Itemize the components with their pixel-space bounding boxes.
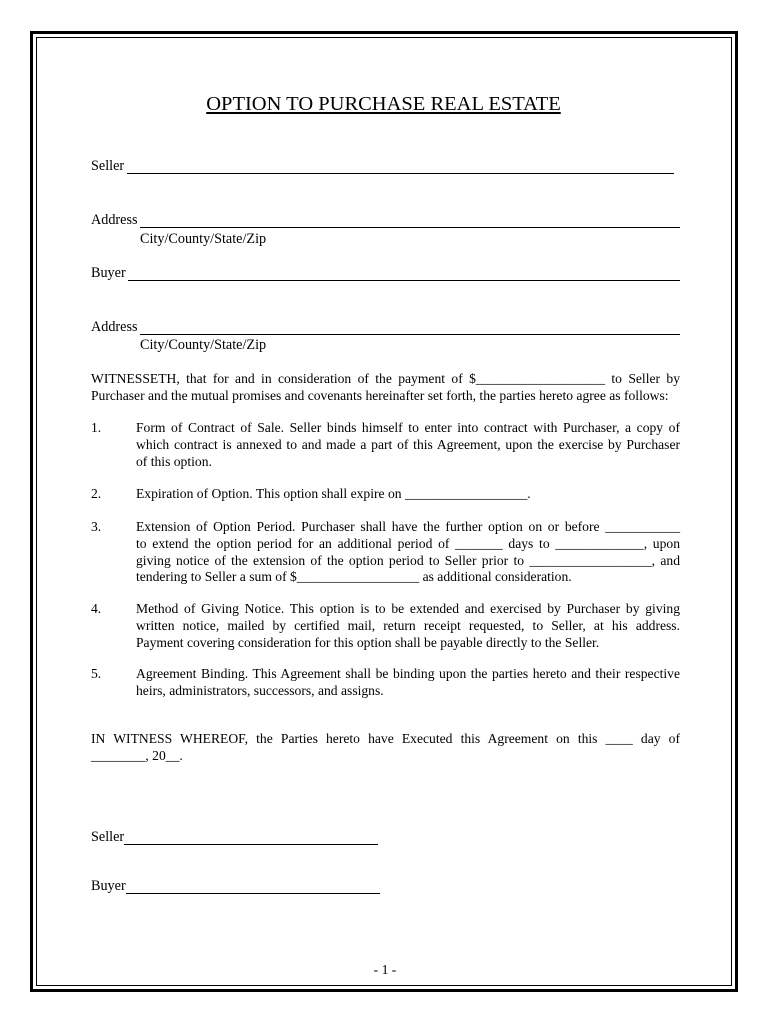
witnesseth-line-2: Purchaser and the mutual promises and covenants hereinafter set forth, the parties hereto agree as follows: xyxy=(91,387,669,403)
item-4-line-3: Payment covering consideration for this option shall be payable directly to the Seller. xyxy=(136,634,600,650)
item-3-number: 3. xyxy=(91,519,102,534)
item-3-line-4: tendering to Seller a sum of $__________________ as additional consideration. xyxy=(136,569,572,585)
buyer-label: Buyer xyxy=(91,265,126,281)
address-label: Address xyxy=(91,212,138,228)
item-5-text xyxy=(136,666,680,700)
seller-label: Seller xyxy=(91,158,125,174)
item-4-line-2: written notice, mailed by certified mail, return receipt requested, to Seller, at his address. xyxy=(136,617,680,633)
witnesseth-paragraph xyxy=(91,371,680,405)
item-1-text xyxy=(136,420,680,470)
in-witness-line-1: IN WITNESS WHEREOF, the Parties hereto have Executed this Agreement on this ____ day of xyxy=(91,731,680,746)
item-4-number: 4. xyxy=(91,601,102,616)
item-2-line-1: Expiration of Option. This option shall expire on __________________. xyxy=(136,486,531,501)
item-3-line-2: to extend the option period for an additional period of _______ days to _____________, upon xyxy=(136,535,680,551)
page-number: - 1 - xyxy=(373,962,397,977)
in-witness-line-2: ________, 20__. xyxy=(91,747,183,763)
seller-city-label: City/County/State/Zip xyxy=(140,231,267,247)
buyer-name-field[interactable] xyxy=(128,280,680,281)
buyer-address-field[interactable] xyxy=(140,334,680,335)
address2-label: Address xyxy=(91,319,138,335)
in-witness-paragraph xyxy=(91,731,680,765)
item-2-text xyxy=(136,486,680,503)
item-1-number: 1. xyxy=(91,420,102,435)
seller-name-field[interactable] xyxy=(127,173,674,174)
page-border xyxy=(30,31,738,992)
item-4-text xyxy=(136,601,680,651)
buyer-signature-label: Buyer xyxy=(91,878,126,894)
item-1-line-3: of this option. xyxy=(136,453,212,469)
seller-address-field[interactable] xyxy=(140,227,680,228)
item-5-number: 5. xyxy=(91,666,102,681)
seller-signature-label: Seller xyxy=(91,829,125,845)
seller-signature-line[interactable] xyxy=(124,844,378,845)
item-1-line-1: Form of Contract of Sale. Seller binds himself to enter into contract with Purchaser, a copy of xyxy=(136,420,680,435)
item-3-text xyxy=(136,519,680,586)
item-2-number: 2. xyxy=(91,486,102,501)
buyer-signature-line[interactable] xyxy=(126,893,380,894)
item-4-line-1: Method of Giving Notice. This option is to be extended and exercised by Purchaser by giving xyxy=(136,601,680,616)
document-title: OPTION TO PURCHASE REAL ESTATE xyxy=(206,93,561,115)
witnesseth-line-1: WITNESSETH, that for and in consideration of the payment of $___________________ to Seller by xyxy=(91,371,680,386)
item-5-line-2: heirs, administrators, successors, and assigns. xyxy=(136,682,384,698)
item-1-line-2: which contract is annexed to and made a part of this Agreement, upon the exercise by Purchaser xyxy=(136,436,680,452)
item-3-line-3: giving notice of the extension of the option period to Seller prior to __________________, and xyxy=(136,552,680,568)
buyer-city-label: City/County/State/Zip xyxy=(140,337,267,353)
item-3-line-1: Extension of Option Period. Purchaser shall have the further option on or before ___________ xyxy=(136,519,680,534)
item-5-line-1: Agreement Binding. This Agreement shall be binding upon the parties hereto and their respective xyxy=(136,666,680,681)
